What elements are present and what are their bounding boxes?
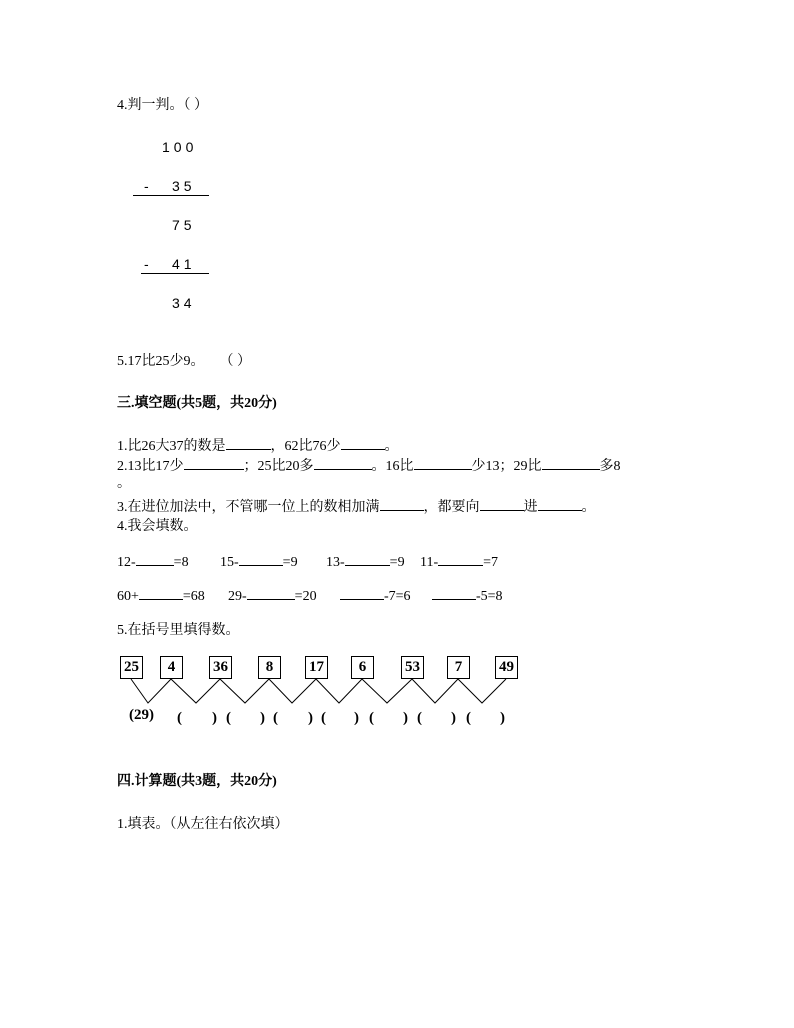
paren-close: ): [500, 710, 505, 726]
equation: 15- =9: [220, 551, 298, 571]
calc-minuend: 100: [162, 139, 198, 155]
calc-subtrahend-2: 41: [172, 256, 196, 272]
answer-filled: (29): [129, 707, 154, 723]
paren-open[interactable]: (: [177, 710, 182, 726]
paren-close: ): [260, 710, 265, 726]
question-5-label: 5.17比25少9。 （ ）: [117, 354, 251, 369]
number-box: 36: [209, 656, 232, 679]
equation: 13- =9: [326, 551, 405, 571]
fill-q2-end: 。: [117, 476, 131, 491]
number-box: 17: [305, 656, 328, 679]
number-box: 6: [351, 656, 374, 679]
fill-q5-title: 5.在括号里填得数。: [117, 623, 240, 638]
fill-q4-title: 4.我会填数。: [117, 519, 198, 534]
equation: -7=6: [340, 585, 411, 605]
paren-open[interactable]: (: [466, 710, 471, 726]
paren-open[interactable]: (: [321, 710, 326, 726]
number-box: 49: [495, 656, 518, 679]
equation: 29- =20: [228, 585, 317, 605]
section-3-title: 三.填空题(共5题，共20分): [117, 396, 277, 411]
equation: -5=8: [432, 585, 503, 605]
paren-open[interactable]: (: [417, 710, 422, 726]
question-4-label: 4.判一判。（ ）: [117, 98, 208, 113]
paren-close: ): [308, 710, 313, 726]
fill-q1: 1.比26大37的数是 ，62比76少 。: [117, 435, 399, 455]
number-box: 53: [401, 656, 424, 679]
section-4-title: 四.计算题(共3题，共20分): [117, 774, 277, 789]
number-box: 4: [160, 656, 183, 679]
paren-open[interactable]: (: [273, 710, 278, 726]
equation: 60+ =68: [117, 585, 205, 605]
paren-open[interactable]: (: [226, 710, 231, 726]
calc-result-1: 75: [172, 217, 196, 233]
paren-close: ): [451, 710, 456, 726]
fill-q3: 3.在进位加法中，不管哪一位上的数相加满 ，都要向 进 。: [117, 496, 596, 516]
paren-close: ): [354, 710, 359, 726]
paren-open[interactable]: (: [369, 710, 374, 726]
answer-paren[interactable]: （ ）: [226, 354, 251, 369]
calc-q1-label: 1.填表。（从左往右依次填）: [117, 817, 289, 832]
calc-operator-2: -: [144, 256, 153, 272]
number-box: 8: [258, 656, 281, 679]
equation: 11- =7: [420, 551, 498, 571]
number-box: 7: [447, 656, 470, 679]
calc-subtrahend-1: 35: [172, 178, 196, 194]
calc-result-2: 34: [172, 295, 196, 311]
calc-operator-1: -: [144, 178, 153, 194]
paren-close: ): [403, 710, 408, 726]
fill-q2: 2.13比17少 ；25比20多 。16比 少13；29比 多8: [117, 455, 621, 475]
number-box: 25: [120, 656, 143, 679]
equation: 12- =8: [117, 551, 189, 571]
paren-close: ): [212, 710, 217, 726]
